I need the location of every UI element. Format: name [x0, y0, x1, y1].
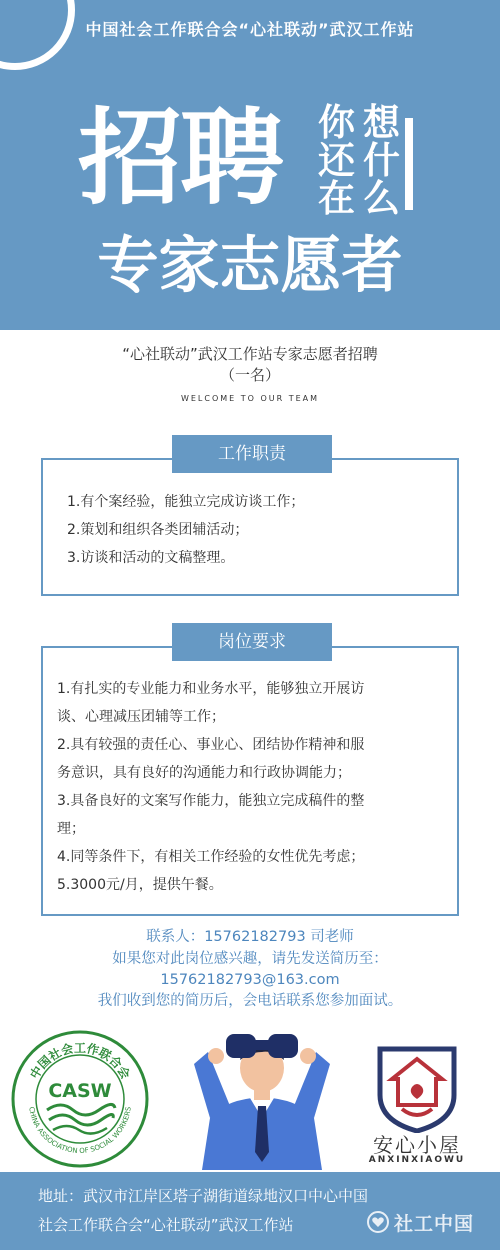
anxin-pinyin: ANXINXIAOWU — [368, 1155, 466, 1165]
recruit-subtitle: “心社联动”武汉工作站专家志愿者招聘 — [122, 345, 378, 363]
headline: 专家志愿者 — [97, 230, 403, 301]
side-char: 想 — [363, 101, 400, 144]
org-title: 中国社会工作联合会“心社联动”武汉工作站 — [85, 20, 415, 39]
recruit-count: （一名） — [219, 366, 280, 384]
list-item: 理； — [57, 821, 85, 837]
list-item: 3.访谈和活动的文稿整理。 — [67, 550, 235, 566]
casw-cn-text: 中国社会工作联合会 — [27, 1041, 133, 1082]
address-line-1: 地址：武汉市江岸区塔子湖街道绿地汉口中心中国 — [38, 1187, 369, 1205]
address-line-2: 社会工作联合会“心社联动”武汉工作站 — [38, 1216, 294, 1234]
list-item: 谈、心理减压团辅等工作； — [57, 709, 225, 725]
decorative-bar — [405, 118, 413, 210]
side-words-b — [363, 101, 400, 220]
contact-person: 联系人：15762182793 司老师 — [146, 929, 354, 945]
watermark — [366, 1208, 490, 1236]
side-char: 什 — [363, 139, 400, 182]
watermark-heart-icon — [366, 1210, 390, 1234]
list-item: 3.具备良好的文案写作能力，能独立完成稿件的整 — [57, 793, 365, 809]
side-char: 在 — [318, 177, 355, 220]
side-words-a — [318, 101, 355, 220]
casw-abbr: CASW — [48, 1080, 112, 1102]
contact-email[interactable]: 15762182793@163.com — [160, 972, 340, 988]
side-char: 你 — [318, 101, 355, 144]
side-char: 么 — [363, 177, 400, 220]
list-item: 4.同等条件下，有相关工作经验的女性优先考虑； — [57, 849, 365, 865]
contact-invite: 如果您对此岗位感兴趣，请先发送简历至： — [112, 951, 388, 967]
contact-note: 我们收到您的简历后，会电话联系您参加面试。 — [97, 993, 403, 1009]
big-recruit-word: 招聘 — [78, 97, 283, 219]
hero-banner — [0, 0, 500, 330]
anxin-name: 安心小屋 — [373, 1133, 461, 1157]
requirements-heading: 岗位要求 — [172, 623, 332, 661]
watermark-text: 社工中国 — [394, 1212, 475, 1235]
list-item: 1.有扎实的专业能力和业务水平，能够独立开展访 — [57, 681, 365, 697]
list-item: 2.具有较强的责任心、事业心、团结协作精神和服 — [57, 737, 365, 753]
welcome-text: WELCOME TO OUR TEAM — [180, 394, 320, 403]
list-item: 务意识，具有良好的沟通能力和行政协调能力； — [57, 765, 351, 781]
requirements-list — [57, 675, 447, 899]
list-item: 5.3000元/月，提供午餐。 — [57, 877, 223, 893]
casw-logo-icon — [11, 1030, 149, 1168]
casw-en-text: CHINA ASSOCIATION OF SOCIAL WORKERS — [27, 1106, 133, 1156]
side-char: 还 — [318, 139, 355, 182]
duties-heading: 工作职责 — [172, 435, 332, 473]
list-item: 2.策划和组织各类团辅活动； — [67, 522, 249, 538]
anxin-house-logo-icon — [368, 1035, 466, 1133]
binoculars-person-icon — [192, 1022, 332, 1170]
duties-list — [67, 488, 304, 572]
list-item: 1.有个案经验，能独立完成访谈工作； — [67, 494, 305, 510]
